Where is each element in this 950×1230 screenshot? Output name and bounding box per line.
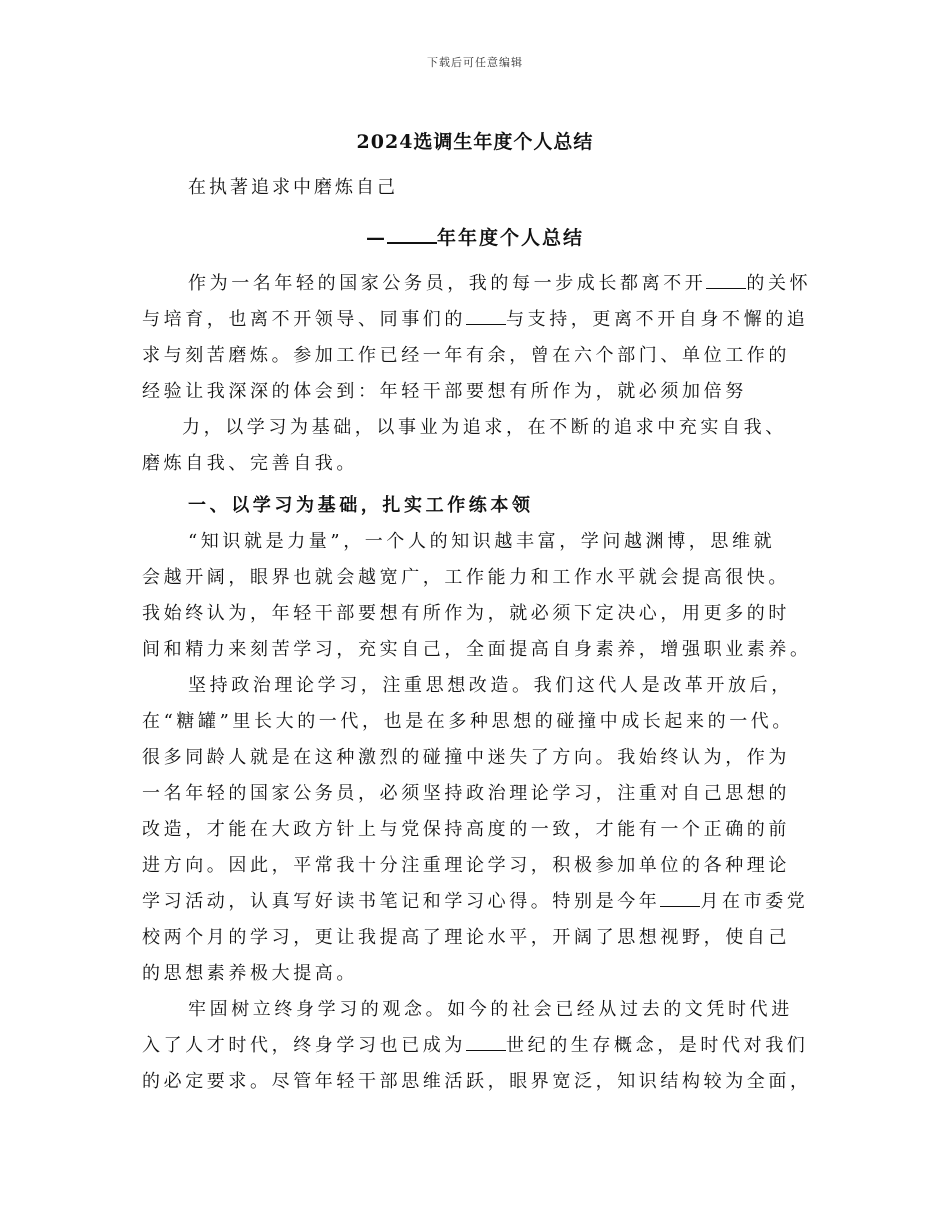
blank-field [466, 1036, 506, 1051]
body-line: 与培育，也离不开领导、同事们的 与支持，更离不开自身不懈的追 [142, 309, 809, 330]
body-line: 磨炼自我、完善自我。 [142, 453, 358, 474]
document-subtitle: 在执著追求中磨炼自己 [188, 177, 398, 198]
section-one [142, 488, 822, 1100]
body-line: 一名年轻的国家公务员，必须坚持政治理论学习，注重对自己思想的 [142, 783, 790, 804]
blank-field [466, 310, 506, 325]
body-line: 求与刻苦磨炼。参加工作已经一年有余，曾在六个部门、单位工作的 [142, 345, 790, 366]
body-line: 在“糖罐”里长大的一代，也是在多种思想的碰撞中成长起来的一代。 [142, 711, 795, 732]
body-line: 入了人才时代，终身学习也已成为 世纪的生存概念，是时代对我们 [142, 1035, 809, 1056]
body-line: 坚持政治理论学习，注重思想改造。我们这代人是改革开放后， [188, 675, 793, 696]
body-line: 的思想素养极大提高。 [142, 963, 358, 984]
body-line: 改造，才能在大政方针上与党保持高度的一致，才能有一个正确的前 [142, 819, 790, 840]
heading-dash: — [365, 227, 387, 249]
body-line: 我始终认为，年轻干部要想有所作为，就必须下定决心，用更多的时 [142, 603, 790, 624]
body-line: 会越开阔，眼界也就会越宽广，工作能力和工作水平就会提高很快。 [142, 567, 790, 588]
body-line: 牢固树立终身学习的观念。如今的社会已经从过去的文凭时代进 [188, 999, 793, 1020]
body-line: 学习活动，认真写好读书笔记和学习心得。特别是今年 月在市委党 [142, 891, 809, 912]
blank-field [660, 892, 700, 907]
body-line: 进方向。因此，平常我十分注重理论学习，积极参加单位的各种理论 [142, 855, 790, 876]
document-title: 2024选调生年度个人总结 [356, 131, 594, 153]
section-heading: 一、以学习为基础，扎实工作练本领 [188, 495, 534, 516]
paragraph-intro [142, 266, 822, 482]
body-line: 间和精力来刻苦学习，充实自己，全面提高自身素养，增强职业素养。 [142, 639, 812, 660]
body-line: 的必定要求。尽管年轻干部思维活跃，眼界宽泛，知识结构较为全面， [142, 1071, 812, 1092]
year-blank [387, 226, 437, 244]
heading-text: 年年度个人总结 [436, 227, 584, 249]
body-line: 力，以学习为基础，以事业为追求，在不断的追求中充实自我、 [182, 417, 787, 438]
body-line: 作为一名年轻的国家公务员，我的每一步成长都离不开 的关怀 [188, 273, 812, 294]
body-line: 校两个月的学习，更让我提高了理论水平，开阔了思想视野，使自己 [142, 927, 790, 948]
blank-field [706, 274, 746, 289]
annual-summary-heading [0, 223, 950, 250]
body-line: 经验让我深深的体会到：年轻干部要想有所作为，就必须加倍努 [142, 381, 747, 402]
body-line: “知识就是力量”，一个人的知识越丰富，学问越渊博，思维就 [188, 531, 776, 552]
body-line: 很多同龄人就是在这种激烈的碰撞中迷失了方向。我始终认为，作为 [142, 747, 790, 768]
header-note: 下载后可任意编辑 [427, 56, 523, 69]
